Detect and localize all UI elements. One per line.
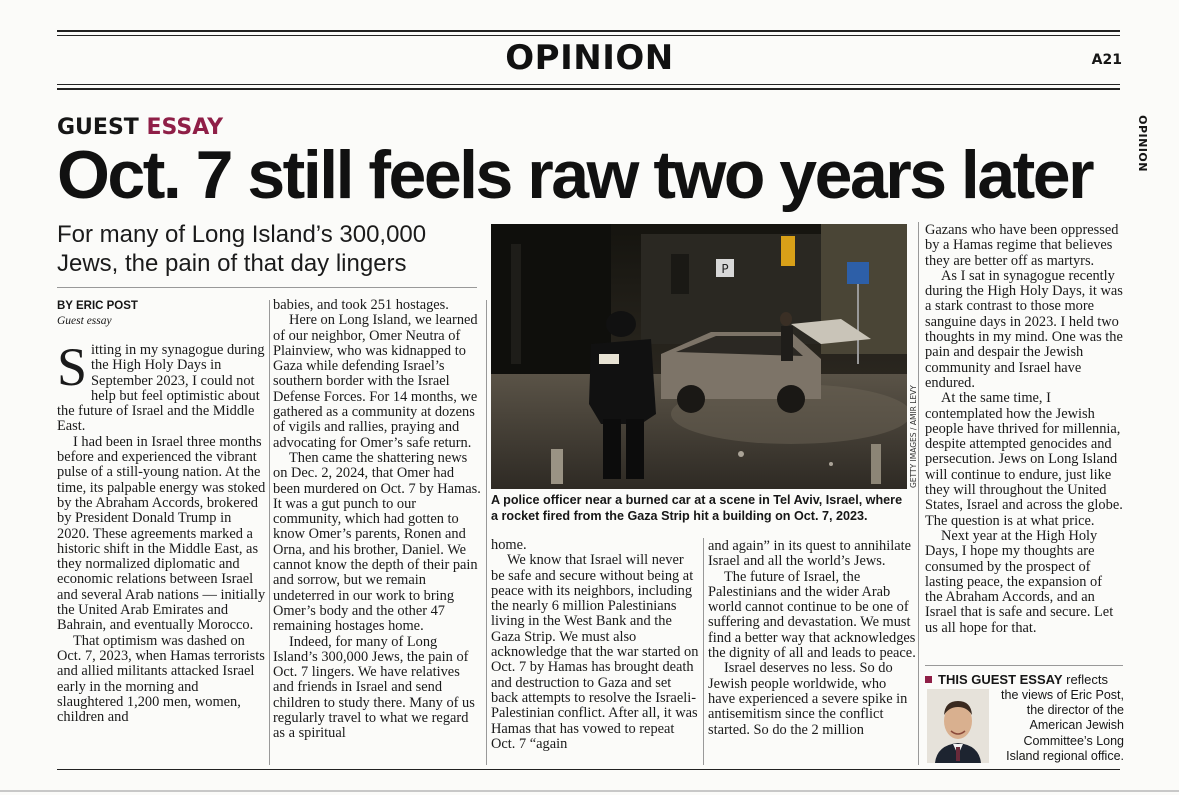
dek-rule <box>57 287 477 288</box>
author-portrait <box>927 689 989 763</box>
bio-rule <box>925 665 1123 666</box>
column-rule <box>486 300 487 765</box>
dek: For many of Long Island’s 300,000 Jews, the pain of that day lingers <box>57 221 427 277</box>
photo-illustration <box>491 224 907 489</box>
bio-lead-rest: reflects <box>1062 672 1109 687</box>
article-column-5 <box>925 223 1123 636</box>
article-column-2 <box>273 298 481 742</box>
kicker-guest: GUEST <box>57 115 139 140</box>
article-column-4 <box>708 539 916 738</box>
side-section-label: OPINION <box>1136 115 1149 172</box>
header-rule-thick <box>57 88 1120 90</box>
paragraph: and again” in its quest to annihilate Israel and all the world’s Jews. <box>708 538 912 570</box>
paragraph: That optimism was dashed on Oct. 7, 2023, when Hamas terrorists and allied militants attacked Israel early in the morning and slaughtered 1,200 men, women, children and <box>57 632 265 726</box>
column-rule <box>918 222 919 765</box>
photo-caption: A police officer near a burned car at a scene in Tel Aviv, Israel, where a rocket fired from the Gaza Strip hit a building on Oct. 7, 2023. <box>491 493 903 523</box>
paragraph: As I sat in synagogue recently during the High Holy Days, it was a stark contrast to those more sanguine days in 2023. I held two thoughts in my mind. One was the pain and despair the Jewish community and Israel have endured. <box>925 267 1123 391</box>
news-photo <box>491 224 907 489</box>
author-photo <box>927 689 989 763</box>
paragraph: Then came the shattering news on Dec. 2, 2024, that Omer had been murdered on Oct. 7 by Hamas. It was a gut punch to our community, which had gotten to know Omer’s parents, Ronen and Orna, and his brother, Daniel. We cannot know the depth of their pain and sorrow, but we remain undeterred in our work to bring Omer’s body and the other 47 remaining hostages home. <box>273 449 481 635</box>
paragraph: Gazans who have been oppressed by a Hamas regime that believes they are better off as martyrs. <box>925 222 1119 269</box>
bottom-rule <box>57 769 1120 770</box>
byline: BY ERIC POST <box>57 300 138 312</box>
column-rule <box>269 300 270 765</box>
paragraph: We know that Israel will never be safe and secure without being at peace with its neighbors, including the nearly 6 million Palestinians living in the West Bank and the Gaza Strip. We must also acknowledge that the war started on Oct. 7 by Hamas has brought death and destruction to Gaza and set back attempts to resolve the Israeli-Palestinian conflict. After all, it was Hamas that has vowed to repeat Oct. 7 “again <box>491 552 699 752</box>
top-rule <box>57 30 1120 32</box>
drop-cap: S <box>57 337 88 397</box>
byline-role: Guest essay <box>57 315 112 327</box>
paragraph: I had been in Israel three months before and experienced the vibrant pulse of a still-young nation. At the time, its palpable energy was stoked by the Abraham Accords, brokered by President Donald Trump in 2020. These agreements marked a historic shift in the Middle East, as they normalized diplomatic and economic relations between Israel and several Arab nations — initially the United Arab Emirates and Bahrain, and eventually Morocco. <box>57 433 266 634</box>
bio-text: the views of Eric Post, the director of the American Jewish Committee’s Long Island regional office. <box>1001 688 1124 763</box>
accent-square-icon <box>925 676 932 683</box>
article-column-3 <box>491 538 699 752</box>
section-title: OPINION <box>505 38 674 78</box>
column-rule <box>703 538 704 765</box>
header-rule <box>57 84 1120 85</box>
kicker-essay: ESSAY <box>146 115 224 140</box>
page-number: A21 <box>1091 52 1122 68</box>
paragraph: Next year at the High Holy Days, I hope my thoughts are consumed by the prospect of lasting peace, the expansion of the Abraham Accords, and an Israel that is safe and secure. Let us all hope for that. <box>925 527 1114 636</box>
svg-text:P: P <box>721 262 729 276</box>
paragraph: Indeed, for many of Long Island’s 300,000 Jews, the pain of Oct. 7 lingers. We have relatives and friends in Israel and send children to study there. Many of us regularly travel to what we regard as a spiritual <box>273 633 475 742</box>
paragraph: itting in my synagogue during the High Holy Days in September 2023, I could not help but feel optimistic about the future of Israel and the Middle East. <box>57 342 265 435</box>
paragraph: Israel deserves no less. So do Jewish people worldwide, who have experienced a severe spike in antisemitism since the conflict started. So do the 2 million <box>708 660 908 738</box>
paragraph: Here on Long Island, we learned of our neighbor, Omer Neutra of Plainview, who was kidnapped to Gaza while defending Israel’s southern border with the Israel Defense Forces. For 14 months, we gathered as a community at dozens of vigils and rallies, praying and advocating for Omer’s safe return. <box>273 312 478 451</box>
bio-lead-bold: THIS GUEST ESSAY <box>938 672 1063 687</box>
paragraph: The future of Israel, the Palestinians and the wider Arab world cannot continue to be one of suffering and devastation. We must find a better way that acknowledges the dignity of all and leads to peace. <box>708 568 916 662</box>
top-rule-thin <box>57 35 1120 36</box>
article-column-1 <box>57 337 267 726</box>
page-edge-rule <box>0 790 1179 792</box>
paragraph: At the same time, I contemplated how the Jewish people have thrived for millennia, despite attempted genocides and persecution. Jews on Long Island will continue to endure, just like they will throughout the United States, Israel and across the globe. The question is at what price. <box>925 390 1123 529</box>
photo-credit: GETTY IMAGES / AMIR LEVY <box>909 385 918 488</box>
bio-lead <box>925 672 1125 687</box>
headline: Oct. 7 still feels raw two years later <box>57 137 1093 213</box>
paragraph: home. <box>491 537 527 553</box>
paragraph: babies, and took 251 hostages. <box>273 297 449 313</box>
